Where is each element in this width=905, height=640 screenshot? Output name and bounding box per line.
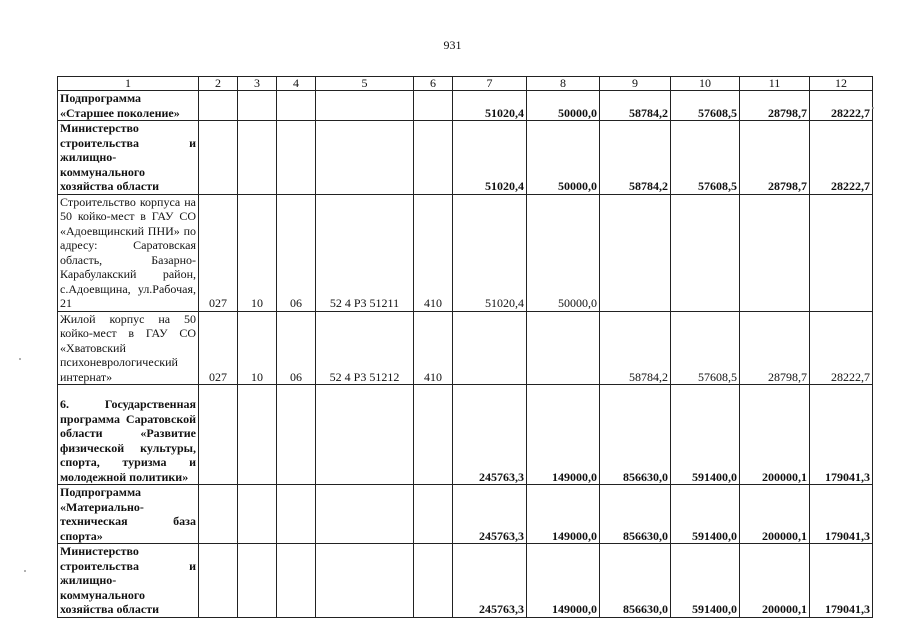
table-cell xyxy=(277,485,316,544)
value-cell: 856630,0 xyxy=(600,385,671,485)
table-cell xyxy=(316,121,414,195)
value-cell: 50000,0 xyxy=(527,194,600,311)
code-cell: 10 xyxy=(238,311,277,385)
code-cell: 410 xyxy=(414,311,453,385)
table-cell xyxy=(277,121,316,195)
col-header: 4 xyxy=(277,77,316,91)
table-cell xyxy=(316,385,414,485)
col-header: 5 xyxy=(316,77,414,91)
table-cell xyxy=(238,121,277,195)
value-cell: 58784,2 xyxy=(600,91,671,121)
code-cell: 027 xyxy=(199,311,238,385)
scan-speck xyxy=(19,358,21,360)
table-row xyxy=(58,91,873,121)
value-cell: 245763,3 xyxy=(453,544,527,618)
col-header: 10 xyxy=(671,77,740,91)
table-cell xyxy=(414,121,453,195)
table-cell xyxy=(414,91,453,121)
value-cell: 179041,3 xyxy=(810,544,873,618)
value-cell: 28222,7 xyxy=(810,91,873,121)
code-cell: 52 4 Р3 51211 xyxy=(316,194,414,311)
code-cell: 027 xyxy=(199,194,238,311)
row-name: Подпрограмма «Старшее поколение» xyxy=(58,91,199,121)
scan-speck xyxy=(872,107,874,109)
scan-speck xyxy=(24,570,26,572)
table-cell xyxy=(199,121,238,195)
col-header: 9 xyxy=(600,77,671,91)
table-cell xyxy=(199,544,238,618)
table-row xyxy=(58,311,873,385)
code-cell: 06 xyxy=(277,194,316,311)
header-row xyxy=(58,77,873,91)
value-cell: 245763,3 xyxy=(453,485,527,544)
code-cell: 10 xyxy=(238,194,277,311)
value-cell: 51020,4 xyxy=(453,91,527,121)
value-cell xyxy=(671,194,740,311)
value-cell: 51020,4 xyxy=(453,194,527,311)
row-name: Подпрограмма «Материально-техническая база спорта» xyxy=(58,485,199,544)
col-header: 1 xyxy=(58,77,199,91)
code-cell: 52 4 Р3 51212 xyxy=(316,311,414,385)
value-cell: 591400,0 xyxy=(671,485,740,544)
col-header: 3 xyxy=(238,77,277,91)
table-cell xyxy=(199,485,238,544)
row-name: Министерство строительства и жилищно-коммунального хозяйства области xyxy=(58,544,199,618)
table-row xyxy=(58,194,873,311)
code-cell: 410 xyxy=(414,194,453,311)
value-cell: 245763,3 xyxy=(453,385,527,485)
value-cell xyxy=(600,194,671,311)
table-cell xyxy=(414,385,453,485)
value-cell: 51020,4 xyxy=(453,121,527,195)
value-cell: 200000,1 xyxy=(740,485,810,544)
table-cell xyxy=(277,91,316,121)
budget-table xyxy=(57,76,873,618)
value-cell: 57608,5 xyxy=(671,91,740,121)
value-cell: 591400,0 xyxy=(671,385,740,485)
col-header: 2 xyxy=(199,77,238,91)
value-cell: 50000,0 xyxy=(527,91,600,121)
value-cell: 28798,7 xyxy=(740,91,810,121)
table-cell xyxy=(277,544,316,618)
col-header: 7 xyxy=(453,77,527,91)
col-header: 6 xyxy=(414,77,453,91)
table-cell xyxy=(199,385,238,485)
value-cell xyxy=(527,311,600,385)
table-row xyxy=(58,385,873,485)
table-row xyxy=(58,485,873,544)
col-header: 11 xyxy=(740,77,810,91)
value-cell: 179041,3 xyxy=(810,385,873,485)
table-cell xyxy=(316,544,414,618)
table-cell xyxy=(277,385,316,485)
value-cell: 856630,0 xyxy=(600,544,671,618)
value-cell: 200000,1 xyxy=(740,385,810,485)
table-cell xyxy=(414,544,453,618)
table-cell xyxy=(238,385,277,485)
value-cell: 58784,2 xyxy=(600,121,671,195)
value-cell: 58784,2 xyxy=(600,311,671,385)
value-cell: 57608,5 xyxy=(671,311,740,385)
value-cell: 591400,0 xyxy=(671,544,740,618)
value-cell: 28798,7 xyxy=(740,121,810,195)
value-cell: 28222,7 xyxy=(810,311,873,385)
value-cell xyxy=(453,311,527,385)
value-cell: 28798,7 xyxy=(740,311,810,385)
row-name: 6. Государственная программа Саратовской области «Развитие физической культуры, спорта, туризма и молодежной политики» xyxy=(58,385,199,485)
value-cell: 200000,1 xyxy=(740,544,810,618)
table-cell xyxy=(238,91,277,121)
value-cell: 149000,0 xyxy=(527,385,600,485)
table-row xyxy=(58,544,873,618)
row-name: Жилой корпус на 50 койко-мест в ГАУ СО «Хватовский психоневрологический интернат» xyxy=(58,311,199,385)
value-cell xyxy=(810,194,873,311)
value-cell: 179041,3 xyxy=(810,485,873,544)
table-cell xyxy=(199,91,238,121)
table-cell xyxy=(238,485,277,544)
table-cell xyxy=(414,485,453,544)
value-cell: 149000,0 xyxy=(527,544,600,618)
value-cell: 57608,5 xyxy=(671,121,740,195)
value-cell: 50000,0 xyxy=(527,121,600,195)
row-name: Министерство строительства и жилищно-коммунального хозяйства области xyxy=(58,121,199,195)
value-cell: 149000,0 xyxy=(527,485,600,544)
col-header: 12 xyxy=(810,77,873,91)
table-row xyxy=(58,121,873,195)
code-cell: 06 xyxy=(277,311,316,385)
value-cell xyxy=(740,194,810,311)
value-cell: 28222,7 xyxy=(810,121,873,195)
table-cell xyxy=(316,485,414,544)
table-cell xyxy=(238,544,277,618)
page-number: 931 xyxy=(443,38,462,52)
col-header: 8 xyxy=(527,77,600,91)
value-cell: 856630,0 xyxy=(600,485,671,544)
row-name: Строительство корпуса на 50 койко-мест в ГАУ СО «Адоевщинский ПНИ» по адресу: Саратовская область, Базарно-Карабулакский район, с.Адоевщина, ул.Рабочая, 21 xyxy=(58,194,199,311)
table-cell xyxy=(316,91,414,121)
